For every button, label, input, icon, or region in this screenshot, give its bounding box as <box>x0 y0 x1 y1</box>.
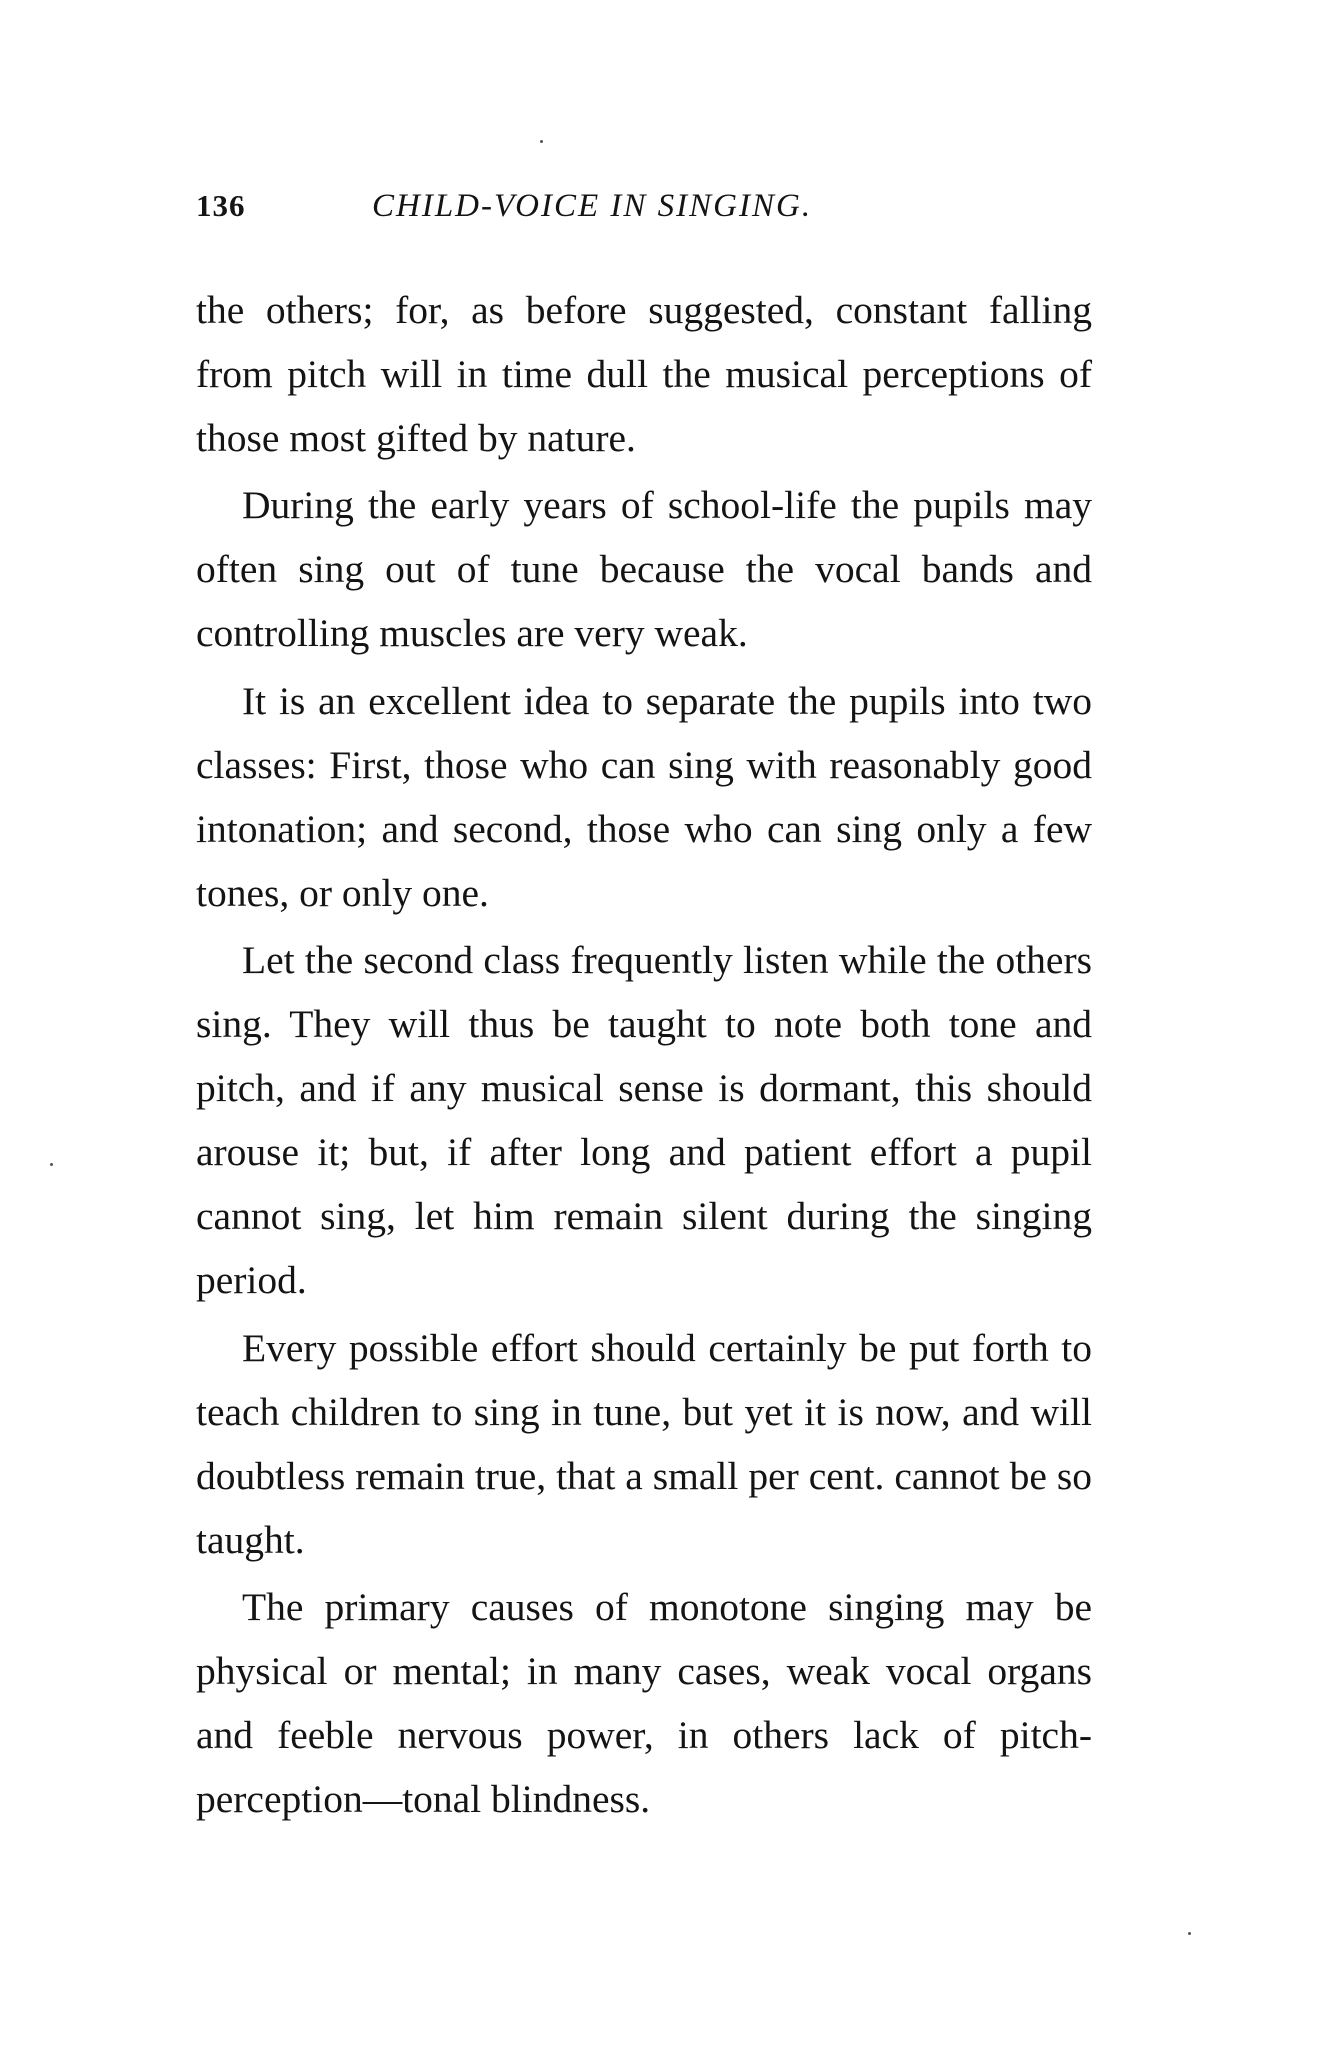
paper-speck <box>50 1163 53 1166</box>
paper-speck <box>540 140 543 143</box>
paragraph-continued: the others; for, as before suggested, constant falling from pitch will in time dull the musical perceptions of those most gifted by nature. <box>196 288 1092 461</box>
body-text <box>196 278 1092 1834</box>
paper-speck <box>1188 1932 1191 1935</box>
paragraph: The primary causes of monotone singing may be physical or mental; in many cases, weak vocal organs and feeble nervous power, in others lack of pitch-perception—tonal blindness. <box>196 1584 1092 1822</box>
paragraph: It is an excellent idea to separate the pupils into two classes: First, those who can sing with reasonably good intonation; and second, those who can sing only a few tones, or only one. <box>196 678 1092 915</box>
paragraph: Let the second class frequently listen while the others sing. They will thus be taught to note both tone and pitch, and if any musical sense is dormant, this should arouse it; but, if after long and patient effort a pupil cannot sing, let him remain silent during the singing period. <box>196 937 1092 1303</box>
running-title: CHILD-VOICE IN SINGING. <box>372 188 813 224</box>
paragraph: Every possible effort should certainly be put forth to teach children to sing in tune, but yet it is now, and will doubtless remain true, that a small per cent. cannot be so taught. <box>196 1325 1092 1562</box>
paragraph: During the early years of school-life the pupils may often sing out of tune because the vocal bands and controlling muscles are very weak. <box>196 483 1092 656</box>
page-header <box>196 188 1096 236</box>
page-number: 136 <box>196 188 246 223</box>
